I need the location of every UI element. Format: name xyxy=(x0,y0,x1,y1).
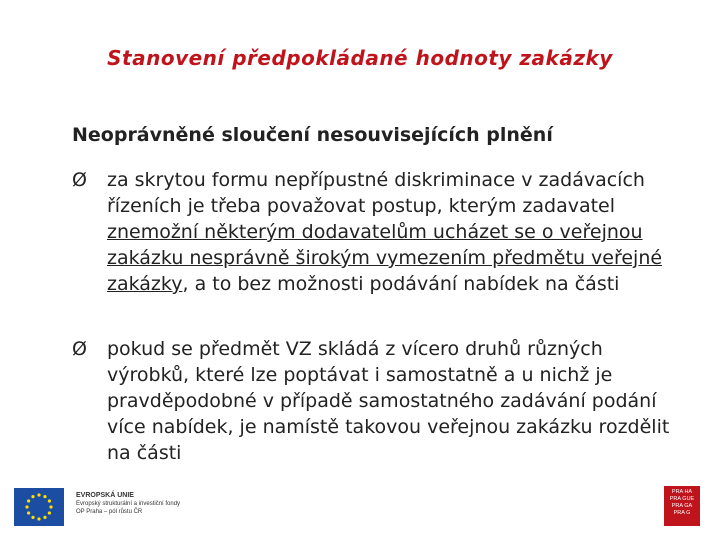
eu-star-icon xyxy=(49,505,52,508)
bullet-text-after: , a to bez možnosti podávání nabídek na části xyxy=(182,273,620,295)
eu-star-icon xyxy=(48,499,51,502)
eu-star-icon xyxy=(37,517,40,520)
praha-logo-line: PRA G xyxy=(673,510,691,516)
eu-star-icon xyxy=(27,499,30,502)
eu-footer-text xyxy=(76,492,180,516)
eu-star-icon xyxy=(43,495,46,498)
eu-line-2: OP Praha – pól růstu ČR xyxy=(76,509,143,515)
bullet-item xyxy=(72,336,672,466)
eu-flag-icon xyxy=(14,488,64,526)
slide-subtitle: Neoprávněné sloučení nesouvisejících plnění xyxy=(72,124,553,146)
eu-star-icon xyxy=(25,505,28,508)
bullet-text: pokud se předmět VZ skládá z vícero druhů různých výrobků, které lze poptávat i samostatně a u nichž je pravděpodobné v případě samostatného zadávání podání více nabídek, je namístě takovou veřejnou zakázku rozdělit na části xyxy=(107,338,670,464)
bullet-text-underlined: znemožní některým dodavatelům ucházet se o veřejnou zakázku nesprávně širokým vymezením předmětu veřejné zakázky xyxy=(107,221,663,295)
eu-star-icon xyxy=(43,516,46,519)
eu-line-1: Evropský strukturální a investiční fondy xyxy=(76,501,181,507)
arrowhead-bullet-icon: Ø xyxy=(72,338,87,360)
eu-star-icon xyxy=(31,495,34,498)
slide-title: Stanovení předpokládané hodnoty zakázky xyxy=(107,46,613,70)
eu-title: EVROPSKÁ UNIE xyxy=(76,492,134,499)
praha-logo-line: PRA HA xyxy=(671,489,693,495)
bullet-item xyxy=(72,167,672,297)
arrowhead-bullet-icon: Ø xyxy=(72,169,87,191)
bullet-text xyxy=(107,167,672,297)
praha-logo-icon xyxy=(664,486,700,526)
praha-logo-line: PRA GA xyxy=(671,503,693,509)
eu-star-icon xyxy=(31,516,34,519)
eu-star-icon xyxy=(37,493,40,496)
eu-star-icon xyxy=(27,511,30,514)
eu-star-icon xyxy=(48,511,51,514)
bullet-text-before: za skrytou formu nepřípustné diskriminace v zadávacích řízeních je třeba považovat postup, kterým zadavatel xyxy=(107,169,645,217)
praha-logo-line: PRA GUE xyxy=(669,496,695,502)
